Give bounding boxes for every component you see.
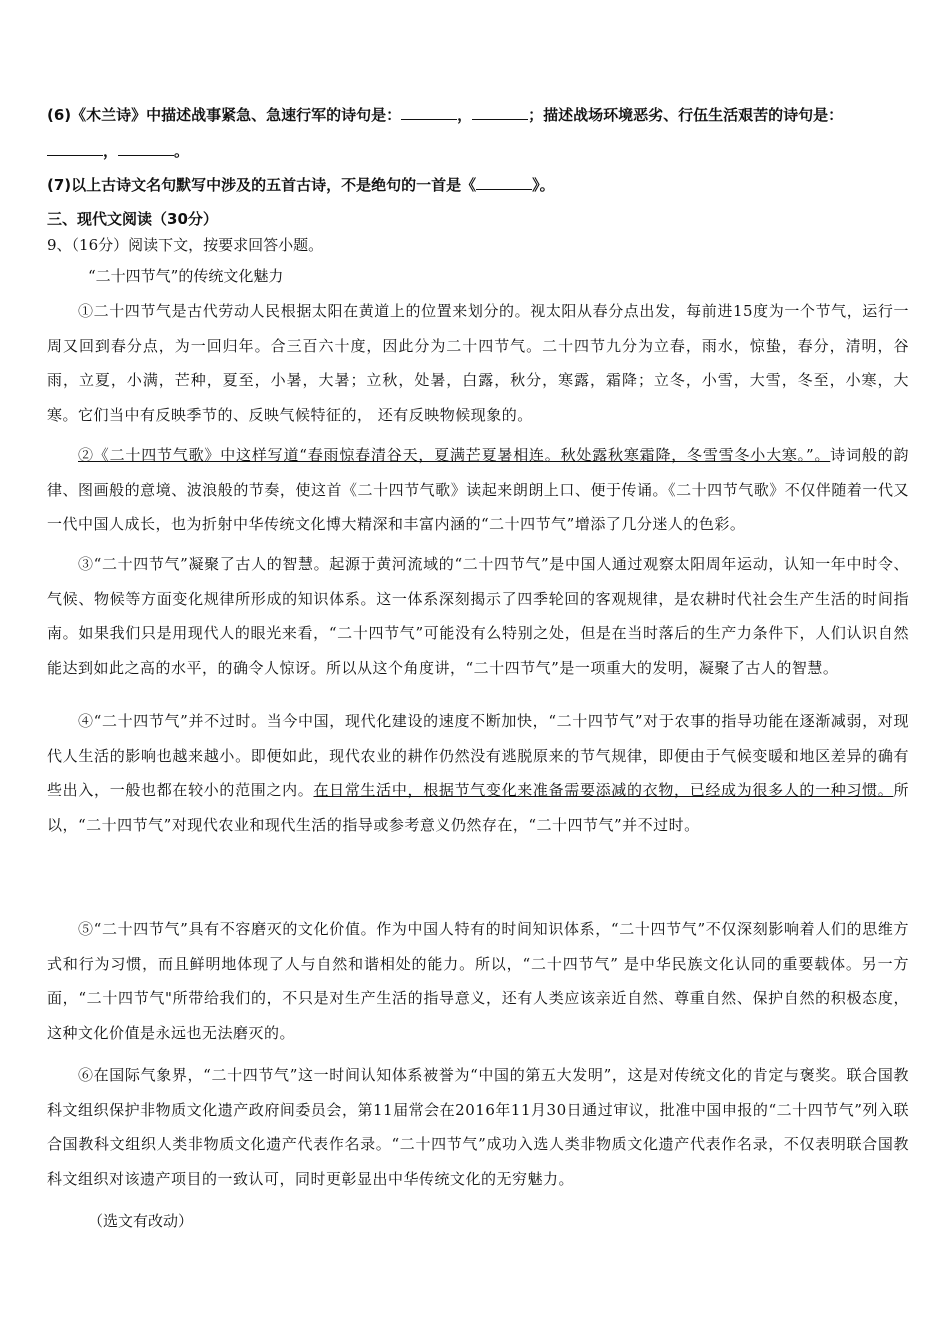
paragraph-2	[47, 438, 909, 542]
paragraph-3: ③“二十四节气”凝聚了古人的智慧。起源于黄河流域的“二十四节气”是中国人通过观察太阳周年运动，认知一年中时令、气候、物候等方面变化规律所形成的知识体系。这一体系深刻揭示了四季轮回的客观规律，是农耕时代社会生产生活的时间指南。如果我们只是用现代人的眼光来看，“二十四节气”可能没有么特别之处，但是在当时落后的生产力条件下，人们认识自然能达到如此之高的水平，的确令人惊讶。所以从这个角度讲，“二十四节气”是一项重大的发明，凝聚了古人的智慧。	[47, 555, 909, 677]
underlined-song-quote: ②《二十四节气歌》中这样写道“春雨惊春清谷天，夏满芒夏暑相连。秋处露秋寒霜降，冬雪雪冬小大寒。”。	[78, 446, 831, 464]
answer-blank[interactable]	[401, 105, 457, 120]
question-6-text-1: (6)《木兰诗》中描述战事紧急、急速行军的诗句是：	[47, 106, 402, 124]
paragraph-2-rest: 诗词般的韵律、图画般的意境、波浪般的节奏，使这首《二十四节气歌》读起来朗朗上口、便于传诵。《二十四节气歌》不仅伴随着一代又一代中国人成长，也为折射中华传统文化博大精深和丰富内涵的“二十四节气”增添了几分迷人的色彩。	[47, 446, 909, 533]
question-7-text: (7)以上古诗文名句默写中涉及的五首古诗，不是绝句的一首是《	[47, 176, 477, 194]
question-6-sep-2: ，	[103, 142, 119, 160]
article-title: “二十四节气”的传统文化魅力	[88, 267, 284, 285]
paragraph-4-start: ④“二十四节气”并不过时。当今中国，现代化建设的速度不断加快，“二十四节气”对于农事的指导功能在逐渐减弱，对现代人生活的影响也越来越小。即便如此，现代农业的耕作仍然没有逃脱原来的节气规律，即便由于气候变暖和地区差异的确有些出入，一般也都在较小的范围之内。	[47, 712, 909, 799]
answer-blank[interactable]	[476, 175, 532, 190]
answer-blank[interactable]	[118, 141, 174, 156]
section-3-heading: 三、现代文阅读（30分）	[47, 210, 218, 228]
answer-blank[interactable]	[472, 105, 528, 120]
paragraph-4-end: 所以，“二十四节气”对现代农业和现代生活的指导或参考意义仍然存在，“二十四节气”并不过时。	[47, 781, 909, 834]
question-7-end: 》。	[532, 176, 555, 194]
paragraph-5: ⑤“二十四节气”具有不容磨灭的文化价值。作为中国人特有的时间知识体系，“二十四节气”不仅深刻影响着人们的思维方式和行为习惯，而且鲜明地体现了人与自然和谐相处的能力。所以，“二十四节气” 是中华民族文化认同的重要载体。另一方面，“二十四节气"所带给我们的，不只是对生产生活的指导意义，还有人类应该亲近自然、尊重自然、保护自然的积极态度，这种文化价值是永远也无法磨灭的。	[47, 920, 909, 1042]
question-9-intro: 9、（16分）阅读下文，按要求回答小题。	[47, 236, 324, 254]
paragraph-6: ⑥在国际气象界，“二十四节气”这一时间认知体系被誉为“中国的第五大发明”，这是对传统文化的肯定与褒奖。联合国教科文组织保护非物质文化遗产政府间委员会，第11届常会在2016年11月30日通过审议，批准中国申报的“二十四节气”列入联合国教科文组织人类非物质文化遗产代表作名录。“二十四节气”成功入选人类非物质文化遗产代表作名录，不仅表明联合国教科文组织对该遗产项目的一致认可，同时更彰显出中华传统文化的无穷魅力。	[47, 1066, 909, 1188]
question-6-text-2: ；描述战场环境恶劣、行伍生活艰苦的诗句是：	[528, 106, 844, 124]
question-6-end: 。	[174, 142, 190, 160]
answer-blank[interactable]	[47, 141, 103, 156]
question-6-sep-1: ，	[457, 106, 473, 124]
paragraph-4	[47, 704, 909, 842]
question-7	[47, 167, 907, 203]
question-6	[47, 97, 907, 169]
paragraph-1: ①二十四节气是古代劳动人民根据太阳在黄道上的位置来划分的。视太阳从春分点出发，每前进15度为一个节气，运行一周又回到春分点，为一回归年。合三百六十度，因此分为二十四节气。二十四节九分为立春，雨水，惊蛰，春分，清明，谷雨，立夏，小满，芒种，夏至，小暑，大暑；立秋，处暑，白露，秋分，寒露，霜降；立冬，小雪，大雪，冬至，小寒，大寒。它们当中有反映季节的、反映气候特征的， 还有反映物候现象的。	[47, 302, 909, 424]
source-note: （选文有改动）	[88, 1212, 194, 1230]
underlined-sentence: 在日常生活中，根据节气变化来准备需要添减的衣物，已经成为很多人的一种习惯。	[313, 781, 894, 799]
